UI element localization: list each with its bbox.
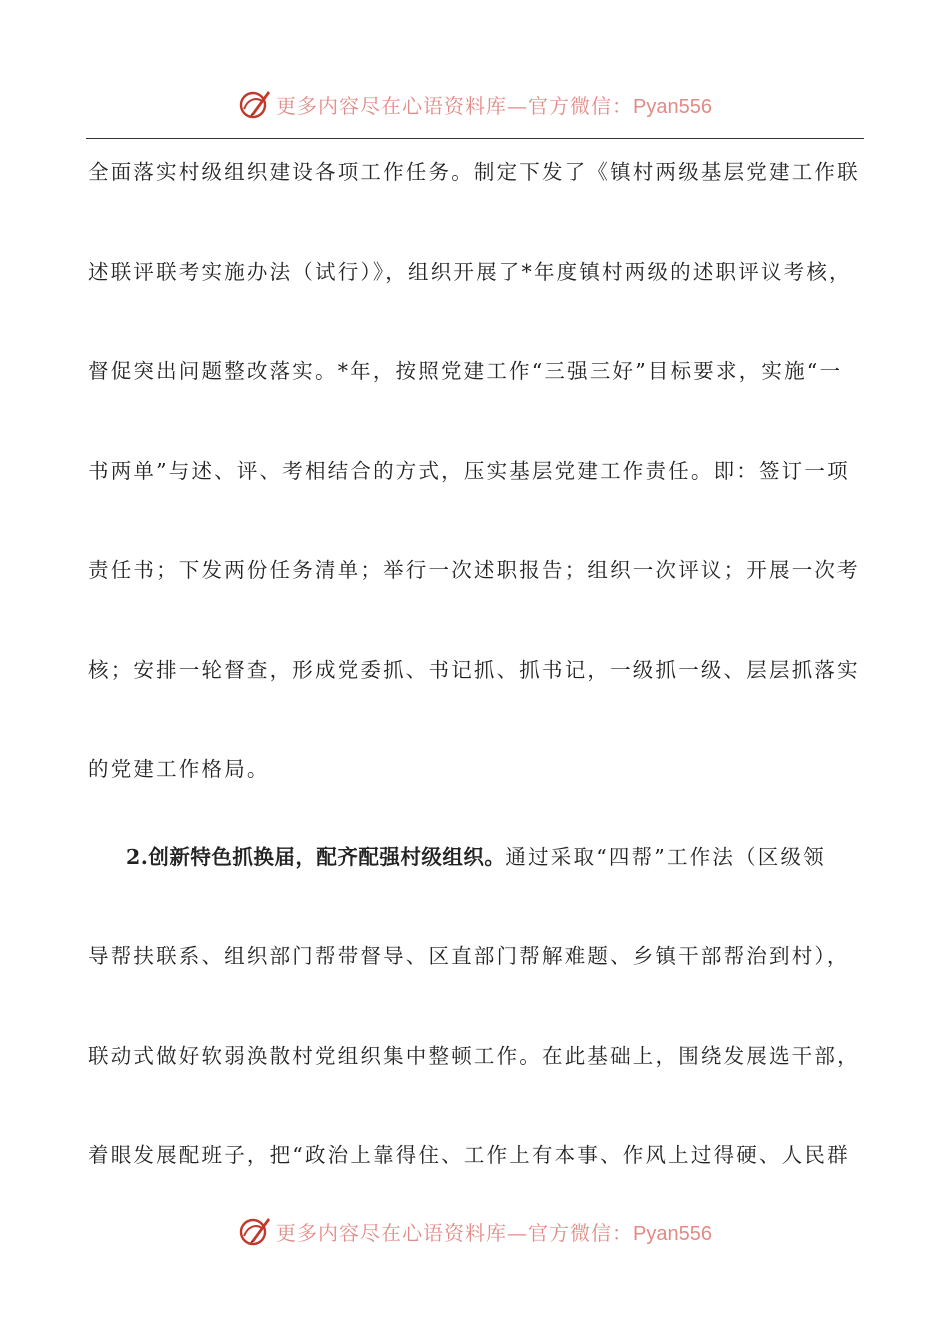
section-2-line-4: 着眼发展配班子，把“政治上靠得住、工作上有本事、作风上过得硬、人民群 <box>88 1143 850 1167</box>
section-2-first-line <box>126 842 862 872</box>
section-2-heading: 2.创新特色抓换届，配齐配强村级组织。 <box>126 845 506 869</box>
body-line-1: 全面落实村级组织建设各项工作任务。制定下发了《镇村两级基层党建工作联 <box>88 160 860 184</box>
body-line-2: 述联评联考实施办法（试行）》，组织开展了*年度镇村两级的述职评议考核， <box>88 260 852 284</box>
footer-watermark-banner <box>0 1211 950 1251</box>
section-2-line-3: 联动式做好软弱涣散村党组织集中整顿工作。在此基础上，围绕发展选干部， <box>88 1044 860 1068</box>
body-line-3: 督促突出问题整改落实。*年，按照党建工作“三强三好”目标要求，实施“一 <box>88 359 843 383</box>
header-divider <box>86 138 864 139</box>
section-2-first-line-rest: 通过采取“四帮”工作法（区级领 <box>505 845 826 869</box>
watermark-text <box>276 90 712 119</box>
body-line-5: 责任书；下发两份任务清单；举行一次述职报告；组织一次评议；开展一次考 <box>88 558 860 582</box>
watermark-text <box>276 1217 712 1246</box>
watermark-wechat-id: Pyan556 <box>633 95 712 118</box>
watermark-label: 更多内容尽在心语资料库—官方微信： <box>276 93 634 118</box>
watermark-wechat-id: Pyan556 <box>633 1222 712 1245</box>
watermark-label: 更多内容尽在心语资料库—官方微信： <box>276 1220 634 1245</box>
pen-logo-icon <box>238 1214 272 1248</box>
body-line-4: 书两单”与述、评、考相结合的方式，压实基层党建工作责任。即：签订一项 <box>88 459 850 483</box>
pen-logo-icon <box>238 87 272 121</box>
body-line-6: 核；安排一轮督查，形成党委抓、书记抓、抓书记，一级抓一级、层层抓落实 <box>88 658 860 682</box>
header-watermark-banner <box>0 84 950 124</box>
body-line-7: 的党建工作格局。 <box>88 757 270 781</box>
section-2-line-2: 导帮扶联系、组织部门帮带督导、区直部门帮解难题、乡镇干部帮治到村）， <box>88 944 850 968</box>
